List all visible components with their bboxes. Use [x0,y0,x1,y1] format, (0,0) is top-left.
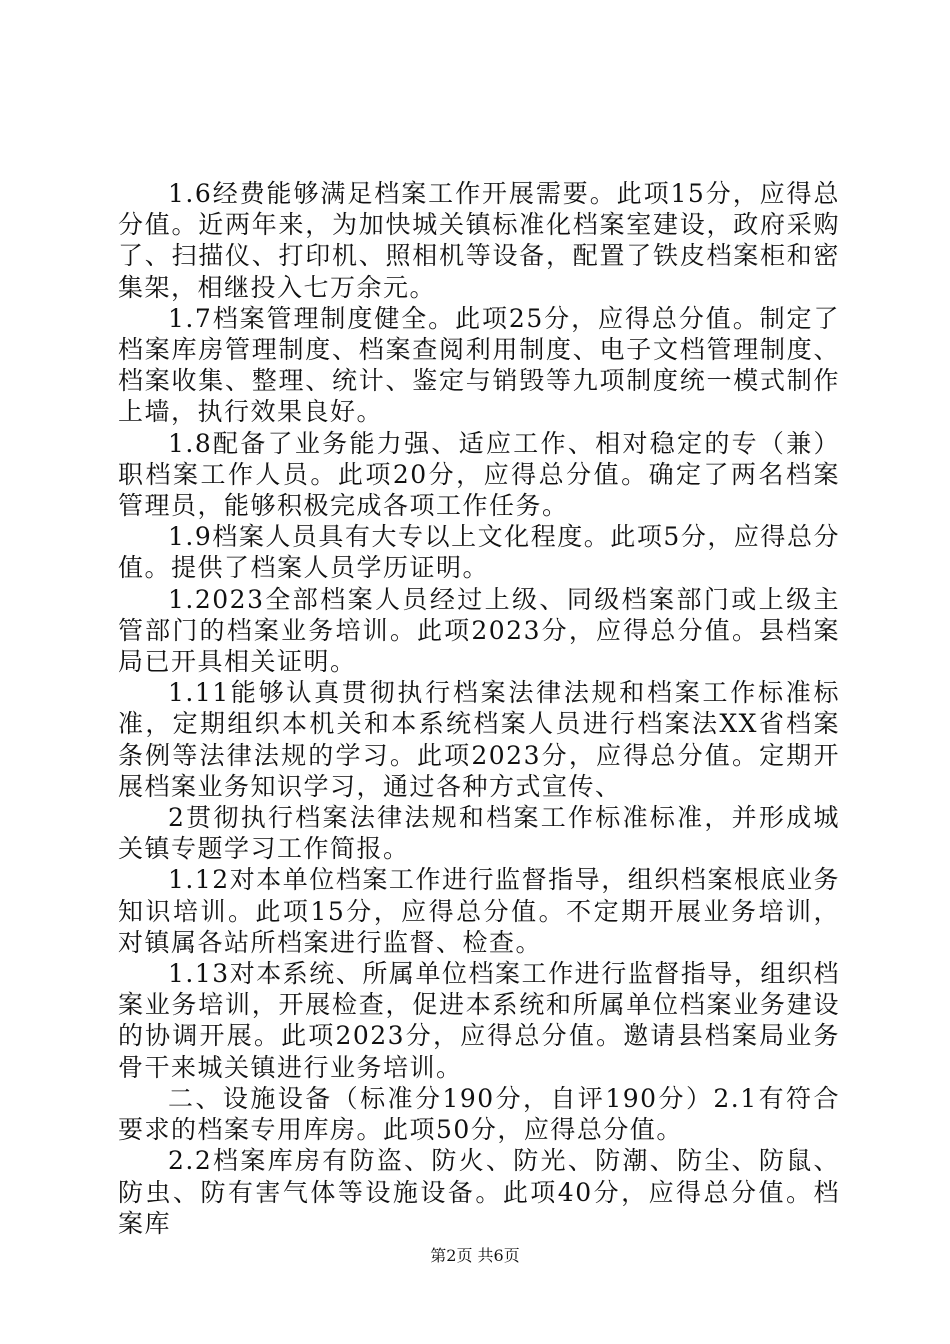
paragraph-2-continuation: 2贯彻执行档案法律法规和档案工作标准标准，并形成城关镇专题学习工作简报。 [118,803,840,864]
paragraph-section-2: 二、设施设备（标准分190分，自评190分）2.1有符合要求的档案专用库房。此项50分，应得总分值。 [118,1083,840,1145]
paragraph-1-8: 1.8配备了业务能力强、适应工作、相对稳定的专（兼）职档案工作人员。此项20分，应得总分值。确定了两名档案管理员，能够积极完成各项工作任务。 [118,428,840,521]
paragraph-1-7: 1.7档案管理制度健全。此项25分，应得总分值。制定了档案库房管理制度、档案查阅利用制度、电子文档管理制度、档案收集、整理、统计、鉴定与销毁等九项制度统一模式制作上墙，执行效果良好。 [118,303,840,427]
paragraph-2-2: 2.2档案库房有防盗、防火、防光、防潮、防尘、防鼠、防虫、防有害气体等设施设备。此项40分，应得总分值。档案库 [118,1146,840,1238]
paragraph-1-11: 1.11能够认真贯彻执行档案法律法规和档案工作标准标准，定期组织本机关和本系统档案人员进行档案法XX省档案条例等法律法规的学习。此项2023分，应得总分值。定期开展档案业务知识学习，通过各种方式宣传、 [118,678,840,801]
paragraph-1-10: 1.2023全部档案人员经过上级、同级档案部门或上级主管部门的档案业务培训。此项2023分，应得总分值。县档案局已开具相关证明。 [118,584,840,677]
document-body [118,178,840,1239]
paragraph-1-9: 1.9档案人员具有大专以上文化程度。此项5分，应得总分值。提供了档案人员学历证明。 [118,522,840,583]
paragraph-1-13: 1.13对本系统、所属单位档案工作进行监督指导，组织档案业务培训，开展检查，促进本系统和所属单位档案业务建设的协调开展。此项2023分，应得总分值。邀请县档案局业务骨干来城关镇进行业务培训。 [118,959,840,1082]
paragraph-1-6: 1.6经费能够满足档案工作开展需要。此项15分，应得总分值。近两年来，为加快城关镇标准化档案室建设，政府采购了、扫描仪、打印机、照相机等设备，配置了铁皮档案柜和密集架，相继投入七万余元。 [118,179,840,302]
paragraph-1-12: 1.12对本单位档案工作进行监督指导，组织档案根底业务知识培训。此项15分，应得总分值。不定期开展业务培训，对镇属各站所档案进行监督、检查。 [118,865,840,957]
page-footer: 第2页 共6页 [430,1246,520,1265]
